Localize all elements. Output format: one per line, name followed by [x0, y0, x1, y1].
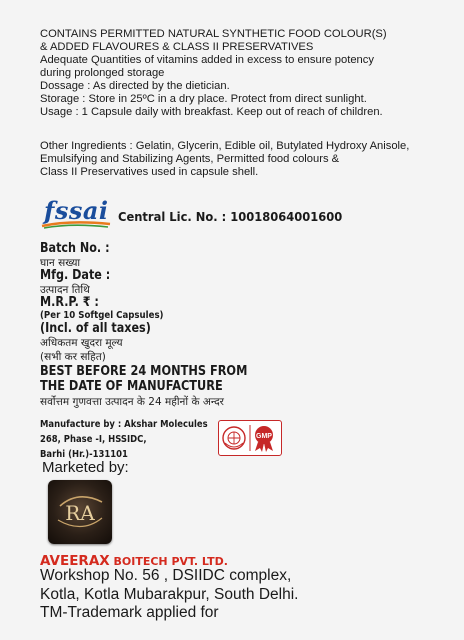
fssai-logo-text-value: fssai	[44, 196, 109, 225]
address-line: TM-Trademark applied for	[40, 604, 219, 621]
manufacturer-line: Barhi (Hr.)-131101	[40, 449, 128, 460]
fssai-logo	[40, 196, 114, 230]
manufacturer-line: Manufacture by : Akshar Molecules	[40, 419, 208, 430]
mfg-date-label: Mfg. Date :	[40, 268, 111, 283]
info-line: Adequate Quantities of vitamins added in excess to ensure potency	[40, 54, 374, 66]
ra-brand-logo	[48, 480, 112, 544]
mrp-note: (Per 10 Softgel Capsules)	[40, 310, 164, 321]
fssai-swoosh-icon	[40, 218, 112, 230]
mrp-hindi-taxes: (सभी कर सहित)	[40, 351, 106, 363]
best-before-line: BEST BEFORE 24 MONTHS FROM	[40, 364, 248, 379]
address-line: Kotla, Kotla Mubarakpur, South Delhi.	[40, 585, 299, 603]
label-info-block	[40, 28, 460, 119]
info-line: Dossage : As directed by the dietician.	[40, 80, 230, 92]
info-line: Usage : 1 Capsule daily with breakfast. Keep out of reach of children.	[40, 106, 383, 118]
best-before-line: THE DATE OF MANUFACTURE	[40, 379, 223, 394]
certification-badges	[218, 420, 282, 456]
gmp-badge-text: GMP	[256, 433, 272, 440]
address-line: Workshop No. 56 , DSIIDC complex,	[40, 567, 292, 584]
ingredients-line: Emulsifying and Stabilizing Agents, Permitted food colours &	[40, 153, 340, 165]
ingredients-line: Other Ingredients : Gelatin, Glycerin, Edible oil, Butylated Hydroxy Anisole,	[40, 140, 410, 152]
mfg-date-hindi: उत्पादन तिथि	[40, 284, 90, 296]
ra-logo-text: RA	[65, 501, 95, 525]
company-name-suffix: BOITECH PVT. LTD.	[109, 555, 228, 568]
info-line: Storage : Store in 25ºC in a dry place. Protect from direct sunlight.	[40, 93, 367, 105]
batch-hindi: घान सख्या	[40, 257, 81, 269]
ingredients-block	[40, 140, 460, 179]
mrp-hindi: अधिकतम खुदरा मूल्य	[40, 337, 123, 349]
marketed-by-label: Marketed by:	[42, 459, 129, 476]
incl-taxes: (Incl. of all taxes)	[40, 321, 151, 336]
best-before-hindi: सर्वोत्तम गुणवत्ता उत्पादन के 24 महीनों के अन्दर	[40, 396, 224, 408]
company-name-main: AVEERAX	[40, 553, 110, 569]
central-license-number: Central Lic. No. : 10018064001600	[118, 209, 343, 224]
ra-logo-icon	[48, 480, 112, 544]
info-line: during prolonged storage	[40, 67, 165, 79]
mrp-label: M.R.P. ₹ :	[40, 295, 99, 310]
ingredients-line: Class II Preservatives used in capsule shell.	[40, 166, 259, 178]
info-line: & ADDED FLAVOURES & CLASS II PRESERVATIVES	[40, 41, 314, 53]
company-address	[40, 567, 298, 623]
info-line: CONTAINS PERMITTED NATURAL SYNTHETIC FOOD COLOUR(S)	[40, 28, 387, 40]
manufacturer-block	[40, 417, 208, 462]
batch-label: Batch No. :	[40, 241, 110, 256]
manufacturer-line: 268, Phase -I, HSSIDC,	[40, 434, 147, 445]
who-gmp-icon	[219, 421, 281, 455]
fssai-row	[40, 196, 460, 232]
